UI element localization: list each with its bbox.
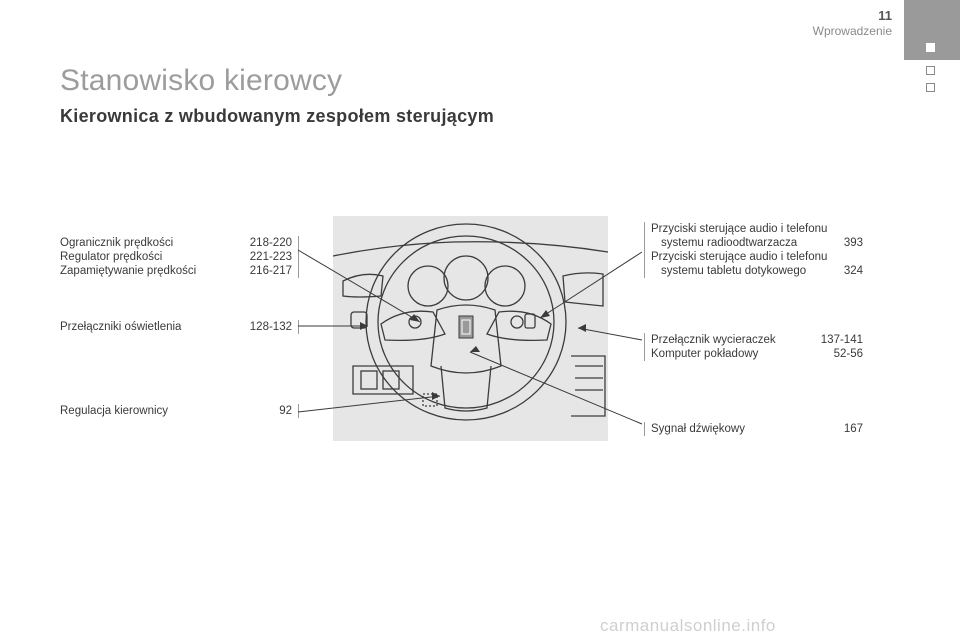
ref-label: Przyciski sterujące audio i telefonu [651, 223, 828, 235]
ref-pages: 92 [279, 405, 292, 417]
callout-arrow [410, 314, 420, 322]
page-title: Stanowisko kierowcy [60, 64, 343, 97]
ref-pages: 167 [843, 423, 863, 435]
ref-label: systemu radioodtwarzacza [661, 237, 798, 249]
ref-label: Ogranicznik prędkości [60, 237, 174, 249]
page-number: 11 [878, 8, 892, 23]
ref-pages: 137-141 [820, 334, 863, 346]
ref-label: Przełączniki oświetlenia [60, 321, 182, 333]
ref-pages: 218-220 [249, 237, 292, 249]
ref-label: systemu tabletu dotykowego [661, 265, 807, 277]
callout-arrow [360, 322, 368, 330]
callout-line [298, 396, 440, 412]
ref-pages: 324 [843, 265, 863, 277]
callout-arrow [578, 324, 586, 332]
ref-label: Regulator prędkości [60, 251, 163, 263]
ref-pages: 221-223 [249, 251, 292, 263]
callout-line [470, 352, 642, 424]
page-subtitle: Kierownica z wbudowanym zespołem sterującym [60, 106, 495, 126]
callout-arrow [540, 310, 550, 318]
ref-pages: 128-132 [249, 321, 292, 333]
ref-label: Regulacja kierownicy [60, 405, 169, 417]
ref-label: Przełącznik wycieraczek [651, 334, 776, 346]
ref-label: Sygnał dźwiękowy [651, 423, 745, 435]
ref-label: Przyciski sterujące audio i telefonu [651, 251, 828, 263]
callout-arrow [470, 346, 480, 352]
section-name: Wprowadzenie [812, 24, 892, 38]
callout-line [540, 252, 642, 318]
ref-pages: 52-56 [833, 348, 863, 360]
ref-pages: 393 [843, 237, 863, 249]
callout-line [578, 328, 642, 340]
ref-label: Komputer pokładowy [651, 348, 759, 360]
callout-line [298, 250, 420, 322]
ref-label: Zapamiętywanie prędkości [60, 265, 197, 277]
callout-arrow [432, 392, 440, 400]
watermark: carmanualsonline.info [600, 616, 776, 635]
ref-pages: 216-217 [249, 265, 292, 277]
